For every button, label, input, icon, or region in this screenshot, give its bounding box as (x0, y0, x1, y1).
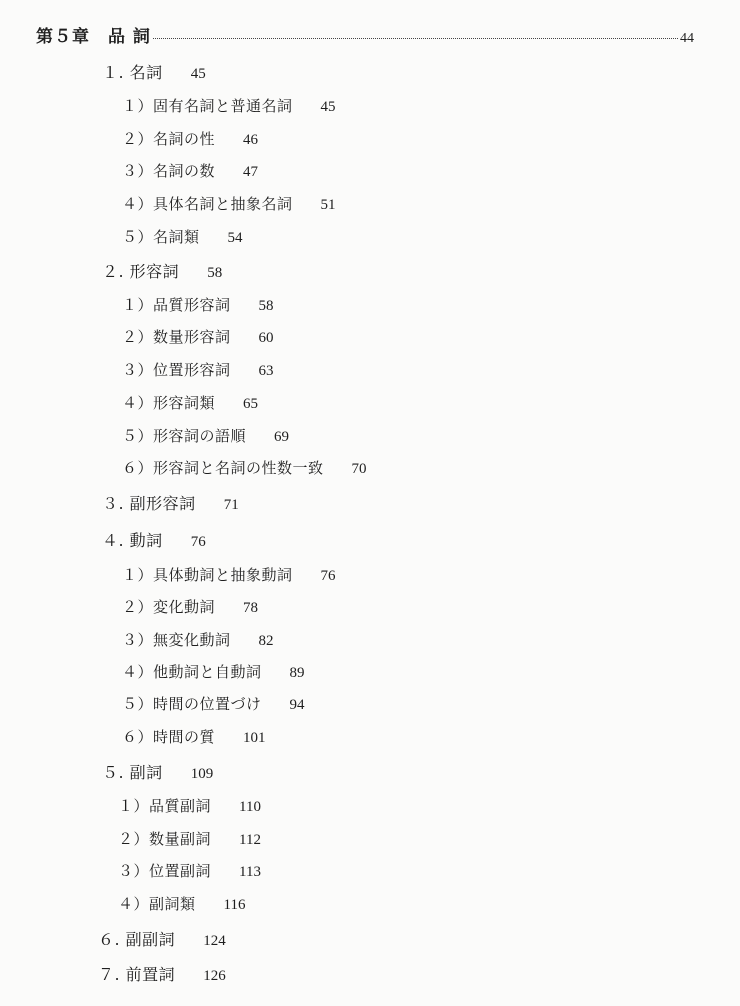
subsection-label: ４）形容詞類 (122, 394, 216, 412)
toc-subsection (122, 597, 258, 618)
toc-subsection (122, 727, 266, 748)
toc-subsection (118, 894, 245, 915)
chapter-page-number: 44 (680, 31, 694, 46)
subsection-label: １）品質副詞 (118, 797, 212, 815)
toc-section (102, 494, 239, 515)
subsection-label: ４）具体名詞と抽象名詞 (122, 195, 293, 213)
chapter-heading (36, 22, 694, 46)
subsection-label: ２）変化動詞 (122, 598, 216, 616)
section-label: ４. 動詞 (102, 531, 163, 550)
toc-subsection (118, 829, 261, 850)
subsection-label: ３）位置形容詞 (122, 361, 231, 379)
section-page-number: 71 (223, 497, 239, 513)
toc-section (98, 965, 226, 986)
subsection-page-number: 78 (243, 600, 259, 616)
subsection-label: ４）副詞類 (118, 895, 196, 913)
subsection-page-number: 113 (239, 864, 261, 880)
subsection-page-number: 101 (243, 730, 266, 746)
subsection-label: １）具体動詞と抽象動詞 (122, 566, 293, 584)
subsection-page-number: 70 (351, 461, 367, 477)
subsection-label: ６）形容詞と名詞の性数一致 (122, 459, 324, 477)
section-label: １. 名詞 (102, 63, 163, 82)
toc-subsection (118, 861, 261, 882)
section-page-number: 109 (190, 766, 214, 782)
toc-subsection (122, 295, 274, 316)
subsection-label: ４）他動詞と自動詞 (122, 663, 262, 681)
toc-section (98, 930, 226, 951)
subsection-page-number: 89 (289, 665, 305, 681)
subsection-page-number: 46 (243, 132, 259, 148)
subsection-page-number: 110 (239, 799, 261, 815)
toc-subsection (122, 565, 336, 586)
subsection-label: １）固有名詞と普通名詞 (122, 97, 293, 115)
section-page-number: 45 (190, 66, 206, 82)
section-page-number: 76 (190, 534, 206, 550)
subsection-page-number: 116 (223, 897, 246, 913)
toc-section (102, 763, 213, 784)
subsection-page-number: 82 (258, 633, 274, 649)
subsection-label: ２）名詞の性 (122, 130, 216, 148)
section-label: ２. 形容詞 (102, 262, 180, 281)
toc-subsection (122, 194, 336, 215)
subsection-label: ３）名詞の数 (122, 162, 216, 180)
subsection-label: １）品質形容詞 (122, 296, 231, 314)
subsection-page-number: 54 (227, 230, 243, 246)
toc-subsection (122, 393, 258, 414)
section-label: ７. 前置詞 (98, 965, 176, 984)
subsection-label: ３）位置副詞 (118, 862, 212, 880)
subsection-page-number: 112 (239, 832, 261, 848)
section-page-number: 58 (207, 265, 223, 281)
toc-section (102, 262, 222, 283)
toc-subsection (118, 796, 261, 817)
subsection-page-number: 65 (243, 396, 259, 412)
subsection-page-number: 63 (258, 363, 274, 379)
section-label: ３. 副形容詞 (102, 494, 196, 513)
subsection-page-number: 76 (320, 568, 336, 584)
section-page-number: 126 (203, 968, 226, 984)
subsection-label: ５）形容詞の語順 (122, 427, 247, 445)
subsection-page-number: 51 (320, 197, 336, 213)
toc-section (102, 531, 206, 552)
section-label: ５. 副詞 (102, 763, 163, 782)
subsection-label: ３）無変化動詞 (122, 631, 231, 649)
subsection-page-number: 94 (289, 697, 305, 713)
toc-subsection (122, 360, 274, 381)
subsection-page-number: 47 (243, 164, 259, 180)
subsection-page-number: 45 (320, 99, 336, 115)
toc-subsection (122, 458, 367, 479)
subsection-label: ５）時間の位置づけ (122, 695, 262, 713)
toc-subsection (122, 96, 336, 117)
toc-subsection (122, 694, 305, 715)
toc-subsection (122, 662, 305, 683)
section-label: ６. 副副詞 (98, 930, 176, 949)
subsection-page-number: 60 (258, 330, 274, 346)
dot-leader (153, 38, 678, 39)
subsection-label: ６）時間の質 (122, 728, 216, 746)
subsection-label: ５）名詞類 (122, 228, 200, 246)
toc-subsection (122, 630, 274, 651)
chapter-title: 第５章 品 詞 (36, 27, 151, 47)
subsection-label: ２）数量副詞 (118, 830, 212, 848)
subsection-label: ２）数量形容詞 (122, 328, 231, 346)
toc-section (102, 63, 206, 84)
section-page-number: 124 (203, 933, 226, 949)
toc-subsection (122, 426, 289, 447)
toc-subsection (122, 227, 243, 248)
toc-subsection (122, 161, 258, 182)
subsection-page-number: 69 (274, 429, 290, 445)
toc-subsection (122, 129, 258, 150)
toc-subsection (122, 327, 274, 348)
subsection-page-number: 58 (258, 298, 274, 314)
